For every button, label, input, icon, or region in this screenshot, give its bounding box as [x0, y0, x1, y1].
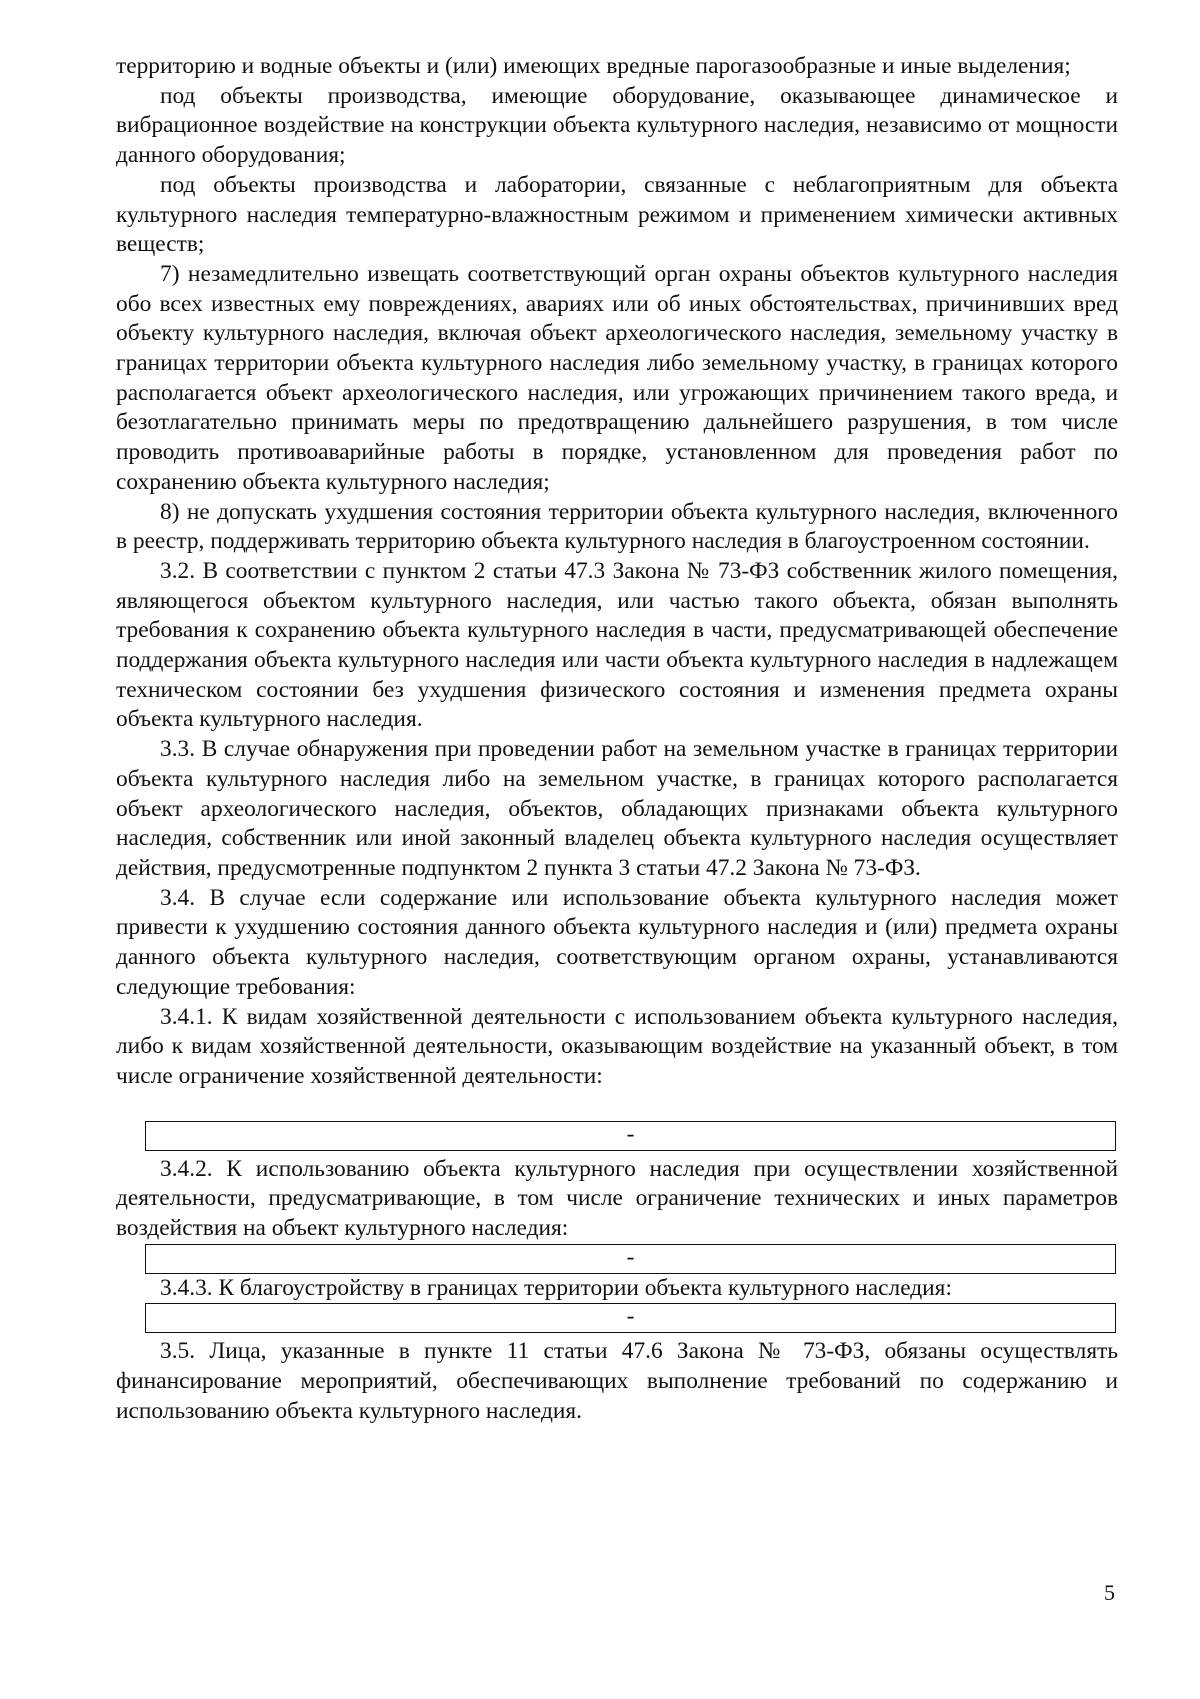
paragraph-3-3: 3.3. В случае обнаружения при проведении работ на земельном участке в границах территории объекта культурного наследия либо на земельном участке, в границах которого располагается объект археологического наследия, объектов, обладающих признаками объекта культурного наследия, собственник или иной законный владелец объекта культурного наследия осуществляет действия, предусмотренные подпунктом 2 пункта 3 статьи 47.2 Закона № 73-ФЗ.: [116, 736, 1118, 881]
table-cell-value: -: [626, 1243, 635, 1270]
document-body: [116, 52, 1118, 1427]
paragraph-3-4: 3.4. В случае если содержание или использование объекта культурного наследия может привести к ухудшению состояния данного объекта культурного наследия и (или) предмета охраны данного объекта культурного наследия, соответствующим органом охраны, устанавливаются следующие требования:: [116, 884, 1118, 1000]
paragraph-laboratories: под объекты производства и лаборатории, связанные с неблагоприятным для объекта культурного наследия температурно-влажностным режимом и применением химически активных веществ;: [116, 171, 1118, 258]
table-box-3-4-2: [145, 1244, 1116, 1274]
paragraph-item-7: 7) незамедлительно извещать соответствующий орган охраны объектов культурного наследия обо всех известных ему повреждениях, авариях или об иных обстоятельствах, причинивших вред объекту культурного наследия, включая объект археологического наследия, земельному участку в границах территории объекта культурного наследия либо земельному участку, в границах которого располагается объект археологического наследия, или угрожающих причинением такого вреда, и безотлагательно принимать меры по предотвращению дальнейшего разрушения, в том числе проводить противоаварийные работы в порядке, установленном для проведения работ по сохранению объекта культурного наследия;: [116, 260, 1118, 495]
paragraph-3-5: 3.5. Лица, указанные в пункте 11 статьи 47.6 Закона № 73-ФЗ, обязаны осуществлять финансирование мероприятий, обеспечивающих выполнение требований по содержанию и использованию объекта культурного наследия.: [116, 1338, 1118, 1424]
table-box-3-4-3: [145, 1303, 1116, 1333]
table-cell-value: -: [626, 1303, 635, 1330]
paragraph-3-4-1: 3.4.1. К видам хозяйственной деятельности с использованием объекта культурного наследия, либо к видам хозяйственной деятельности, оказывающим воздействие на указанный объект, в том числе ограничение хозяйственной деятельности:: [116, 1003, 1118, 1089]
paragraph-dynamic-equipment: под объекты производства, имеющие оборудование, оказывающее динамическое и вибрационное воздействие на конструкции объекта культурного наследия, независимо от мощности данного оборудования;: [116, 82, 1118, 169]
paragraph-3-4-2: 3.4.2. К использованию объекта культурного наследия при осуществлении хозяйственной деятельности, предусматривающие, в том числе ограничение технических и иных параметров воздействия на объект культурного наследия:: [116, 1155, 1118, 1242]
table-cell-value: -: [626, 1120, 635, 1147]
paragraph-3-2: 3.2. В соответствии с пунктом 2 статьи 47.3 Закона № 73-ФЗ собственник жилого помещения, являющегося объектом культурного наследия, или частью такого объекта, обязан выполнять требования к сохранению объекта культурного наследия в части, предусматривающей обеспечение поддержания объекта культурного наследия или части объекта культурного наследия в надлежащем техническом состоянии без ухудшения физического состояния и изменения предмета охраны объекта культурного наследия.: [116, 557, 1118, 733]
page-number: 5: [1104, 1580, 1115, 1605]
table-box-3-4-1: [145, 1121, 1116, 1151]
paragraph-3-4-3: 3.4.3. К благоустройству в границах территории объекта культурного наследия:: [160, 1274, 952, 1301]
paragraph-item-8: 8) не допускать ухудшения состояния территории объекта культурного наследия, включенного в реестр, поддерживать территорию объекта культурного наследия в благоустроенном состоянии.: [116, 498, 1118, 555]
paragraph-continuation: территорию и водные объекты и (или) имеющих вредные парогазообразные и иные выделения;: [116, 53, 1071, 79]
